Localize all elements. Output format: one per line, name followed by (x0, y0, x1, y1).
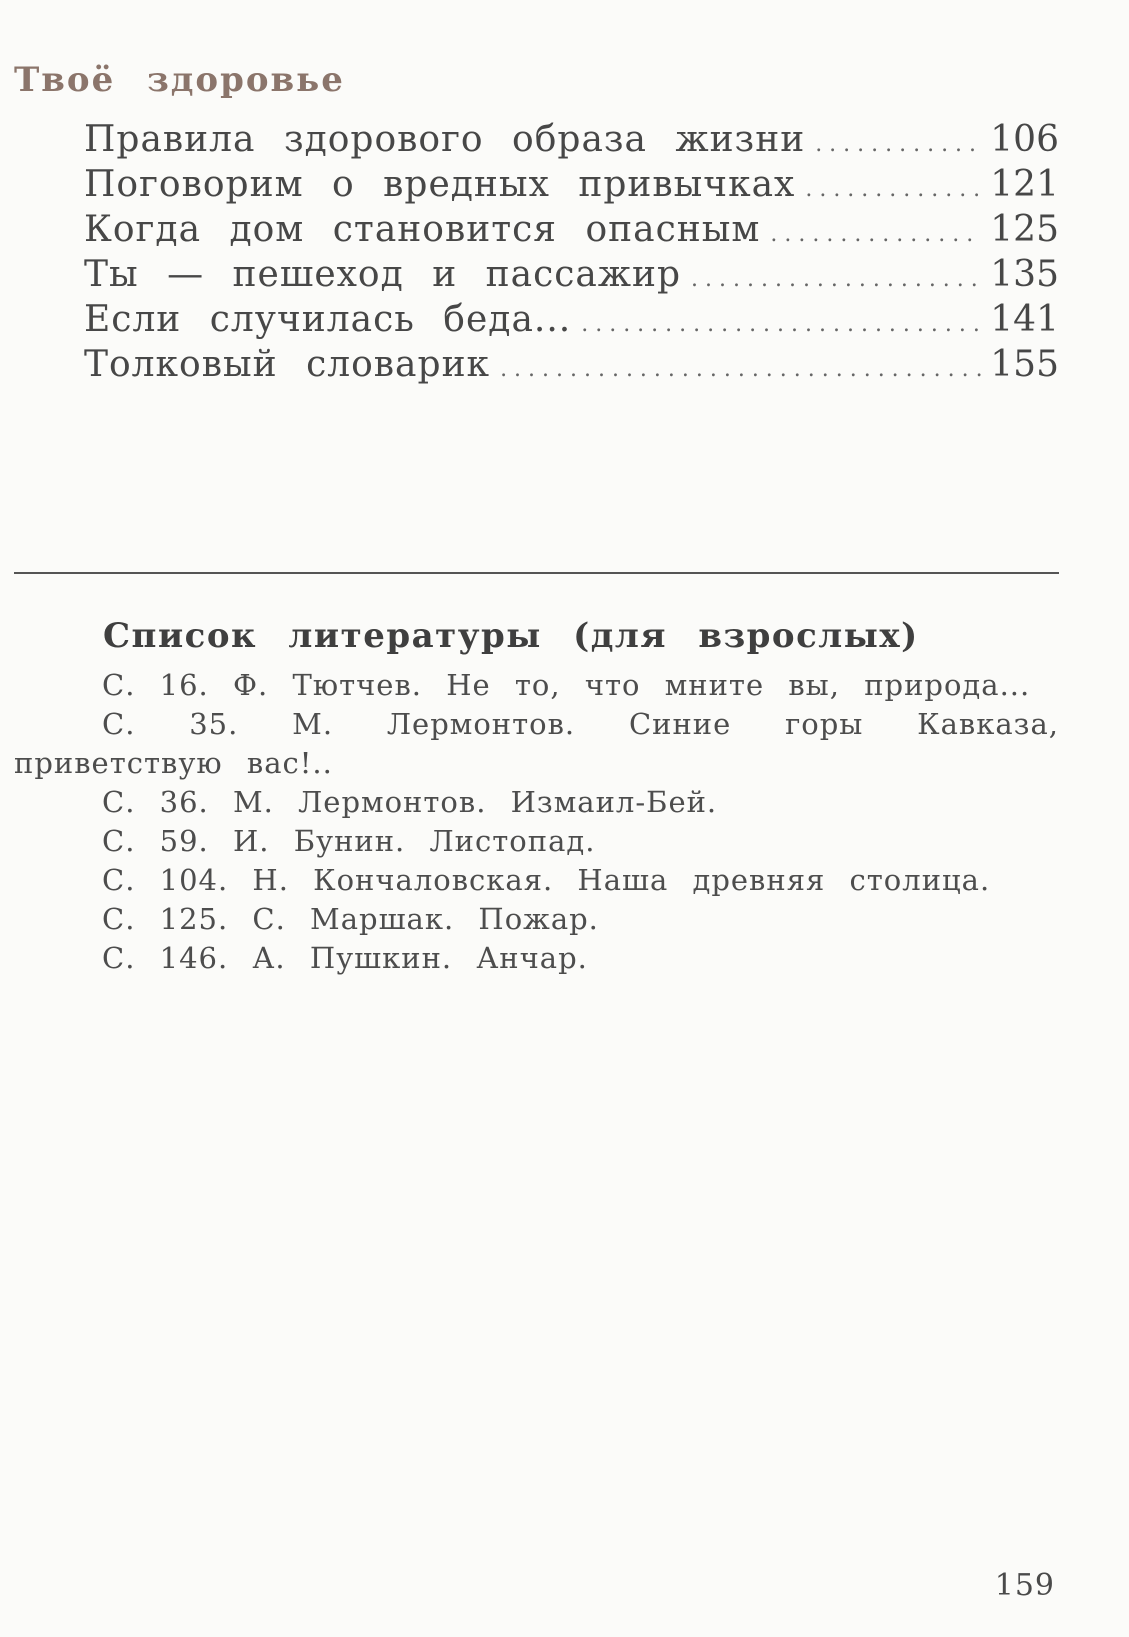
toc-dot-leader (691, 252, 982, 302)
toc-entry (84, 117, 1059, 162)
toc-entry-page: 121 (990, 164, 1059, 205)
toc-entry (84, 342, 1059, 387)
literature-item: С. 125. С. Маршак. Пожар. (102, 902, 599, 936)
horizontal-divider (14, 572, 1059, 574)
toc-entry (84, 162, 1059, 207)
toc-entry-title: Правила здорового образа жизни (84, 119, 806, 160)
literature-item: С. 59. И. Бунин. Листопад. (102, 824, 596, 858)
toc-entry (84, 252, 1059, 297)
toc-dot-leader (500, 342, 982, 392)
toc-entry (84, 207, 1059, 252)
section-title: Твоё здоровье (14, 60, 345, 100)
literature-list (14, 666, 1059, 978)
toc-entry-title: Ты — пешеход и пассажир (84, 254, 682, 295)
table-of-contents (84, 117, 1059, 387)
literature-item: С. 146. А. Пушкин. Анчар. (102, 941, 588, 975)
literature-title: Список литературы (для взрослых) (103, 616, 919, 656)
toc-dot-leader (770, 207, 982, 257)
toc-entry-title: Если случилась беда... (84, 299, 572, 340)
toc-dot-leader (805, 162, 982, 212)
toc-dot-leader (815, 117, 982, 167)
toc-entry-page: 125 (990, 209, 1059, 250)
toc-entry-page: 141 (990, 299, 1059, 340)
toc-entry-title: Поговорим о вредных привычках (84, 164, 796, 205)
toc-entry (84, 297, 1059, 342)
page-number: 159 (994, 1568, 1055, 1603)
literature-item: С. 104. Н. Кончаловская. Наша древняя столица. (102, 863, 991, 897)
literature-item: С. 16. Ф. Тютчев. Не то, что мните вы, природа... (102, 668, 1031, 702)
literature-item: С. 35. М. Лермонтов. Синие горы Кавказа, приветствую вас!.. (14, 707, 1059, 780)
toc-dot-leader (581, 297, 982, 347)
toc-entry-page: 155 (990, 344, 1059, 385)
toc-entry-page: 135 (990, 254, 1059, 295)
literature-item: С. 36. М. Лермонтов. Измаил-Бей. (102, 785, 718, 819)
toc-entry-title: Толковый словарик (84, 344, 491, 385)
toc-entry-title: Когда дом становится опасным (84, 209, 761, 250)
toc-entry-page: 106 (990, 119, 1059, 160)
